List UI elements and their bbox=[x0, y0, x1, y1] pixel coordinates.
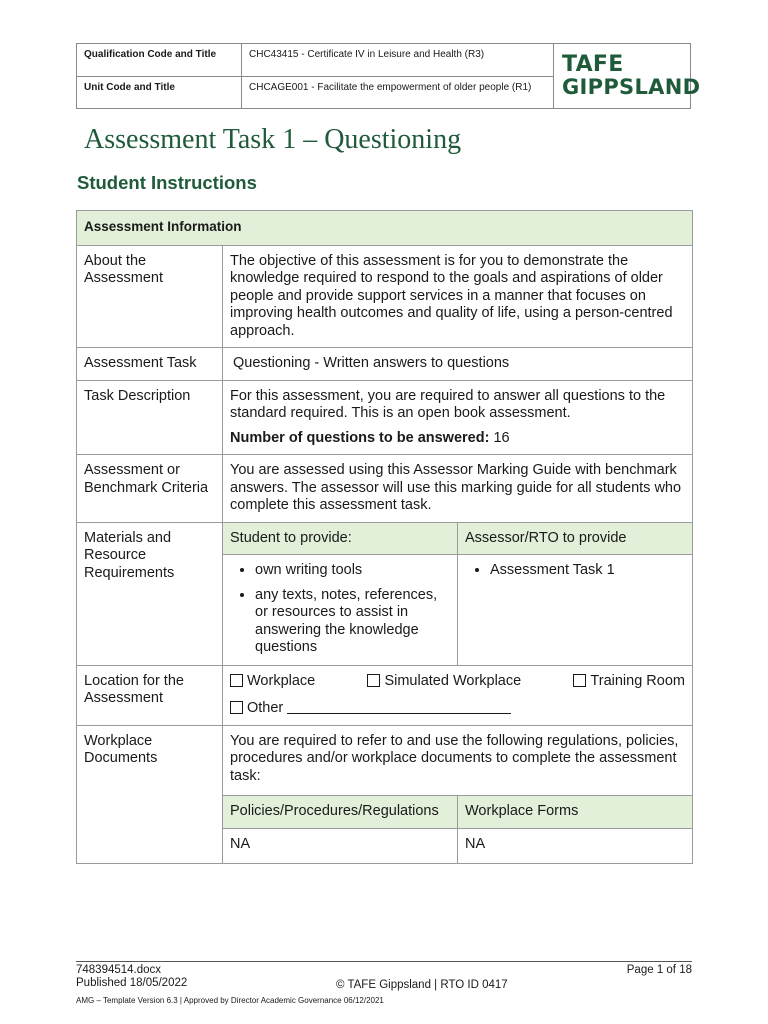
option-label: Simulated Workplace bbox=[384, 672, 522, 689]
location-label: Location for the Assessment bbox=[77, 665, 223, 725]
assessor-items-list bbox=[465, 562, 685, 580]
checkbox-icon[interactable] bbox=[230, 674, 243, 687]
num-questions-value: 16 bbox=[493, 429, 510, 446]
location-cell bbox=[223, 665, 693, 725]
section-title: Student Instructions bbox=[77, 172, 257, 193]
footer-copyright: © TAFE Gippsland | RTO ID 0417 bbox=[336, 979, 508, 991]
tafe-gippsland-logo bbox=[562, 52, 701, 99]
policies-value: NA bbox=[223, 828, 458, 864]
student-items-cell bbox=[223, 555, 458, 666]
task-value: Questioning - Written answers to questions bbox=[233, 355, 510, 371]
table-heading: Assessment Information bbox=[77, 211, 693, 246]
qualification-value: CHC43415 - Certificate IV in Leisure and Health (R3) bbox=[242, 44, 554, 77]
header-table bbox=[76, 43, 701, 109]
desc-text: For this assessment, you are required to answer all questions to the standard required. This is an open book assessment. bbox=[230, 387, 666, 421]
student-item: • own writing tools bbox=[255, 562, 450, 580]
criteria-label: Assessment or Benchmark Criteria bbox=[77, 455, 223, 523]
assessor-item: • Assessment Task 1 bbox=[490, 562, 685, 580]
checkbox-icon[interactable] bbox=[573, 674, 586, 687]
option-other[interactable] bbox=[230, 700, 685, 718]
footer-page-number: Page 1 of 18 bbox=[626, 964, 692, 976]
option-label: Workplace bbox=[247, 672, 316, 689]
footer-filename: 748394514.docx bbox=[76, 964, 162, 976]
num-questions-line bbox=[230, 430, 685, 448]
criteria-text: You are assessed using this Assessor Marking Guide with benchmark answers. The assessor will use this marking guide for all students who complete this assessment task. bbox=[223, 455, 693, 523]
workplace-label: Workplace Documents bbox=[77, 725, 223, 864]
desc-cell bbox=[223, 380, 693, 455]
unit-label: Unit Code and Title bbox=[77, 76, 242, 109]
about-text: The objective of this assessment is for you to demonstrate the knowledge required to respond to the goals and aspirations of older people and provide support services in a manner that focuses on improving health outcomes and quality of life, using a person-centred approach. bbox=[223, 245, 693, 348]
student-items-list bbox=[230, 562, 450, 657]
unit-value: CHCAGE001 - Facilitate the empowerment of older people (R1) bbox=[242, 76, 554, 109]
option-workplace[interactable] bbox=[230, 673, 315, 691]
page-title: Assessment Task 1 – Questioning bbox=[84, 124, 462, 155]
option-label: Other bbox=[247, 700, 284, 716]
option-simulated-workplace[interactable] bbox=[367, 673, 521, 691]
desc-label: Task Description bbox=[77, 380, 223, 455]
student-item: • any texts, notes, references, or resources to assist in answering the knowledge questions bbox=[255, 587, 450, 657]
qualification-label: Qualification Code and Title bbox=[77, 44, 242, 77]
logo-cell bbox=[554, 44, 701, 109]
other-input-line[interactable] bbox=[287, 700, 511, 714]
option-training-room[interactable] bbox=[573, 673, 685, 691]
forms-value: NA bbox=[458, 828, 693, 864]
materials-label: Materials and Resource Requirements bbox=[77, 522, 223, 665]
num-questions-label: Number of questions to be answered: bbox=[230, 429, 490, 446]
logo-line1: TAFE bbox=[562, 52, 624, 77]
task-label: Assessment Task bbox=[77, 348, 223, 381]
footer-template: AMG – Template Version 6.3 | Approved by Director Academic Governance 06/12/2021 bbox=[76, 996, 384, 1005]
footer-published: Published 18/05/2022 bbox=[76, 977, 188, 989]
assessor-provide-label: Assessor/RTO to provide bbox=[458, 522, 693, 555]
forms-label: Workplace Forms bbox=[458, 796, 693, 829]
policies-label: Policies/Procedures/Regulations bbox=[223, 796, 458, 829]
footer-divider bbox=[76, 961, 692, 962]
assessor-items-cell bbox=[458, 555, 693, 666]
student-provide-label: Student to provide: bbox=[223, 522, 458, 555]
checkbox-icon[interactable] bbox=[367, 674, 380, 687]
task-value-cell bbox=[223, 348, 693, 381]
option-label: Training Room bbox=[590, 672, 685, 689]
assessment-info-table bbox=[76, 210, 693, 864]
workplace-text: You are required to refer to and use the following regulations, policies, procedures and/or workplace documents to complete the assessment task: bbox=[223, 725, 693, 796]
logo-line2: GIPPSLAND bbox=[562, 75, 701, 99]
checkbox-icon[interactable] bbox=[230, 701, 243, 714]
location-options-row bbox=[230, 673, 685, 691]
about-label: About the Assessment bbox=[77, 245, 223, 348]
